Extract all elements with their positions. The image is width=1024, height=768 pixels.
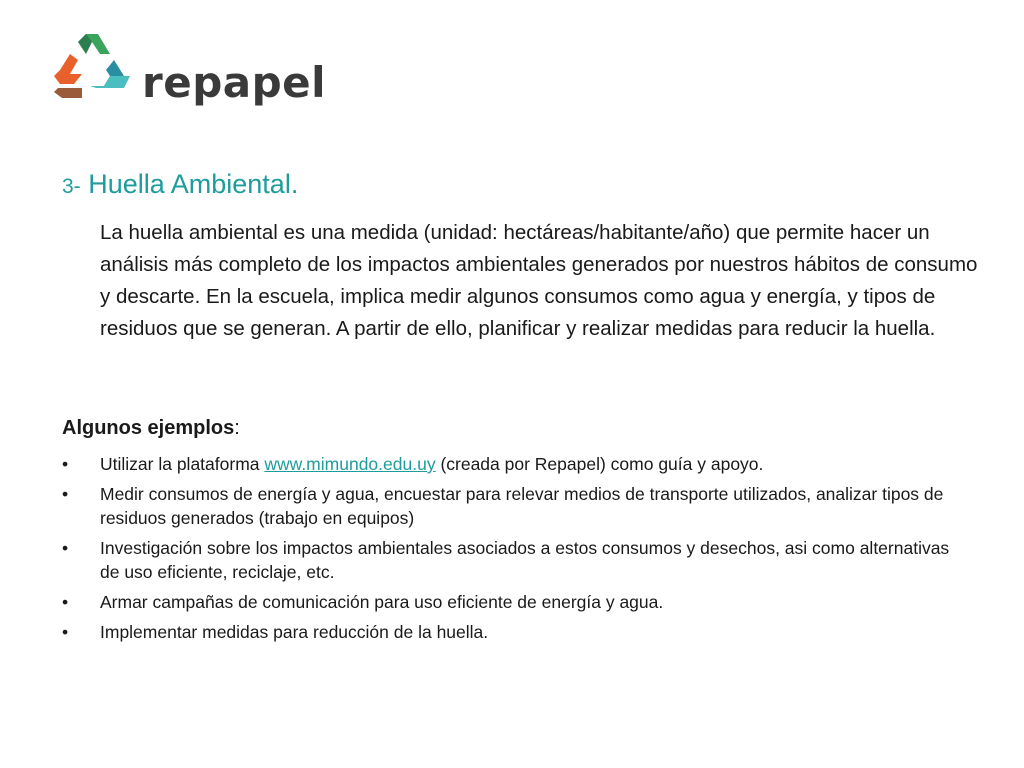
slide-title (62, 168, 298, 203)
bullet-icon: • (62, 454, 69, 474)
list-item (62, 482, 962, 530)
title-text: Huella Ambiental. (88, 169, 299, 199)
examples-heading-label: Algunos ejemplos (62, 417, 235, 439)
mimundo-link[interactable]: www.mimundo.edu.uy (264, 454, 436, 474)
title-number: 3- (62, 175, 81, 198)
examples-list (62, 452, 962, 650)
list-item-text: Armar campañas de comunicación para uso eficiente de energía y agua. (100, 592, 664, 612)
examples-heading-colon: : (234, 417, 240, 439)
bullet-icon: • (62, 622, 69, 642)
intro-paragraph: La huella ambiental es una medida (unidad: hectáreas/habitante/año) que permite hacer un análisis más completo de los impactos ambientales generados por nuestros hábitos de consumo y descarte. En la escuela, implica medir algunos consumos como agua y energía, y tipos de residuos que se generan. A partir de ello, planificar y realizar medidas para reducir la huella. (100, 221, 978, 340)
list-item-text: Investigación sobre los impactos ambientales asociados a estos consumos y desechos, asi como alternativas de uso eficiente, reciclaje, etc. (100, 538, 950, 582)
list-item-text: Implementar medidas para reducción de la huella. (100, 622, 489, 642)
list-item (62, 536, 962, 584)
bullet-icon: • (62, 484, 69, 504)
list-item-text: Medir consumos de energía y agua, encuestar para relevar medios de transporte utilizados, analizar tipos de residuos generados (trabajo en equipos) (100, 484, 944, 528)
repapel-logo (52, 32, 327, 112)
recycle-icon (52, 32, 132, 104)
list-item-text-after: (creada por Repapel) como guía y apoyo. (435, 454, 764, 474)
list-item-text-before: Utilizar la plataforma (100, 454, 265, 474)
bullet-icon: • (62, 592, 69, 612)
brand-wordmark: repapel (142, 58, 327, 107)
bullet-icon: • (62, 538, 69, 558)
list-item (62, 620, 962, 644)
list-item (62, 452, 962, 476)
examples-heading (62, 414, 240, 442)
list-item (62, 590, 962, 614)
